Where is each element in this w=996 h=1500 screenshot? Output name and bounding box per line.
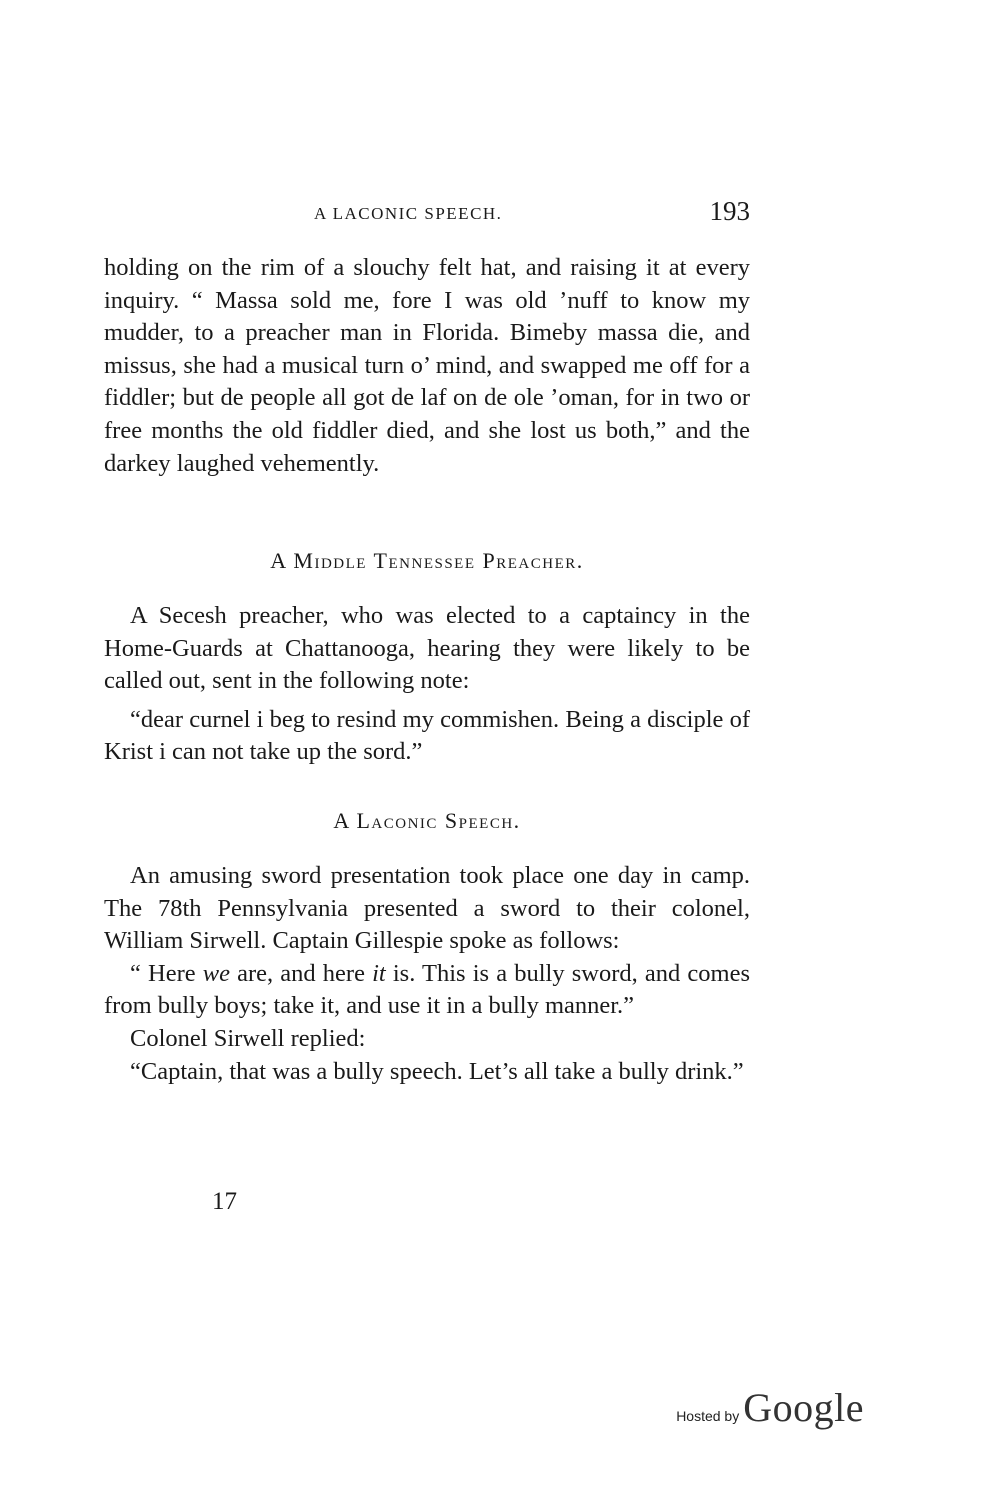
continuation-text: holding on the rim of a slouchy felt hat, and raising it at every inquiry. “ Massa sold me, fore I was old ’nuff to know my mudder, to a preacher man in Florida. Bimeby massa die, and missus, she had a musical turn o’ mind, and swapped me off for a fiddler; but de people all got de laf on de ole ’oman, for in two or free months the old fiddler died, and she lost us both,” and the darkey laughed vehemently. xyxy=(104,254,750,477)
section-heading-middle-tennessee-preacher: A Middle Tennessee Preacher. xyxy=(270,548,584,573)
hosted-by-label: Hosted by xyxy=(676,1408,740,1424)
section2-paragraph-3: Colonel Sirwell replied: xyxy=(130,1024,366,1052)
continuation-paragraph xyxy=(104,252,750,480)
section-heading-laconic-speech: A Laconic Speech. xyxy=(333,808,521,833)
section2-paragraph-2 xyxy=(104,958,750,1023)
quote-part-3: is. This is a bully sword, and comes from bully boys; take it, and use it in a bully manner.” xyxy=(104,959,750,1020)
running-title: A LACONIC SPEECH. xyxy=(314,204,503,223)
italic-we: we xyxy=(202,959,230,987)
running-head xyxy=(104,196,750,236)
section2-paragraph-1: An amusing sword presentation took place one day in camp. The 78th Pennsylvania presented a sword to their colonel, William Sirwell. Captain Gillespie spoke as follows: xyxy=(104,862,750,955)
section1-body xyxy=(104,600,750,769)
google-logo: Google xyxy=(743,1385,864,1430)
hosted-by-google-watermark xyxy=(676,1384,864,1428)
section1-paragraph-1: A Secesh preacher, who was elected to a captaincy in the Home-Guards at Chattanooga, hearing they were likely to be called out, sent in the following note: xyxy=(104,602,750,695)
quote-part-2: are, and here xyxy=(229,959,373,987)
section2-body xyxy=(104,860,750,1088)
signature-mark: 17 xyxy=(212,1188,237,1215)
section2-paragraph-4: “Captain, that was a bully speech. Let’s all take a bully drink.” xyxy=(130,1057,744,1085)
page-number: 193 xyxy=(709,196,750,226)
quote-part-1: “ Here xyxy=(130,959,203,987)
italic-it: it xyxy=(372,959,386,987)
section1-paragraph-2: “dear curnel i beg to resind my commishen. Being a disciple of Krist i can not take up the sord.” xyxy=(104,705,750,766)
